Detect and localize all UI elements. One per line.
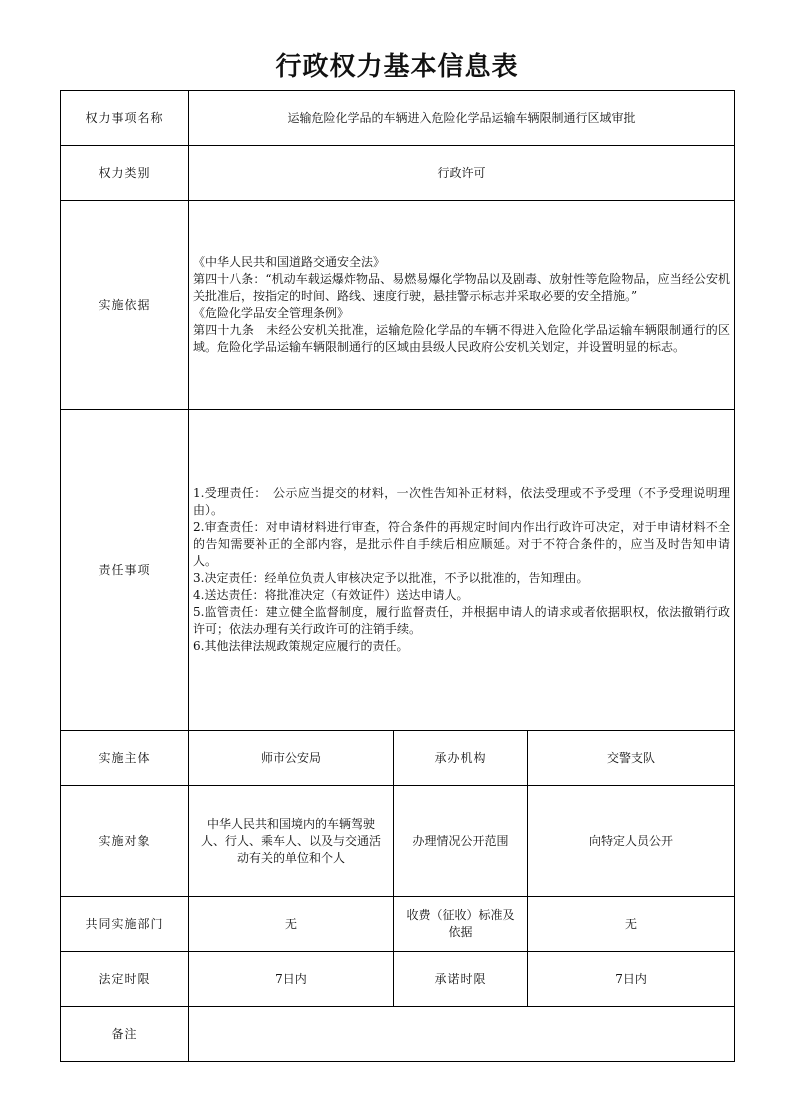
table-row — [61, 1007, 735, 1062]
promised-time-value: 7日内 — [528, 952, 735, 1007]
legal-time-label: 法定时限 — [61, 952, 189, 1007]
duties-value — [189, 410, 735, 731]
category-label: 权力类别 — [61, 146, 189, 201]
remarks-value — [189, 1007, 735, 1062]
table-row — [61, 410, 735, 731]
legal-time-value: 7日内 — [189, 952, 394, 1007]
remarks-label: 备注 — [61, 1007, 189, 1062]
basis-line: 第四十八条：“机动车载运爆炸物品、易燃易爆化学物品以及剧毒、放射性等危险物品，应当经公安机关批准后，按指定的时间、路线、速度行驶，悬挂警示标志并采取必要的安全措施。” — [193, 272, 731, 303]
basis-value — [189, 201, 735, 410]
disclosure-label: 办理情况公开范围 — [394, 786, 528, 897]
page-title: 行政权力基本信息表 — [275, 52, 519, 82]
fee-label: 收费（征收）标准及依据 — [394, 897, 528, 952]
table-row — [61, 897, 735, 952]
basis-line: 《危险化学品安全管理条例》 — [193, 306, 350, 320]
duty-line: 2.审查责任：对申请材料进行审查，符合条件的再规定时间内作出行政许可决定，对于申请材料不全的告知需要补正的全部内容，是批示件自手续后相应顺延。对于不符合条件的，应当及时告知申请人。 — [193, 520, 731, 568]
basis-label: 实施依据 — [61, 201, 189, 410]
subject-label: 实施主体 — [61, 731, 189, 786]
basis-line: 《中华人民共和国道路交通安全法》 — [193, 255, 386, 269]
table-row — [61, 786, 735, 897]
table-row — [61, 731, 735, 786]
info-table — [60, 90, 735, 1062]
item-name-label: 权力事项名称 — [61, 91, 189, 146]
disclosure-value: 向特定人员公开 — [528, 786, 735, 897]
table-row — [61, 201, 735, 410]
duty-line: 6.其他法律法规政策规定应履行的责任。 — [193, 639, 409, 653]
agency-label: 承办机构 — [394, 731, 528, 786]
fee-value: 无 — [528, 897, 735, 952]
target-label: 实施对象 — [61, 786, 189, 897]
category-value: 行政许可 — [189, 146, 735, 201]
joint-dept-label: 共同实施部门 — [61, 897, 189, 952]
target-value: 中华人民共和国境内的车辆驾驶人、行人、乘车人、以及与交通活动有关的单位和个人 — [189, 786, 394, 897]
table-row — [61, 146, 735, 201]
duty-line: 3.决定责任：经单位负责人审核决定予以批准，不予以批准的，告知理由。 — [193, 571, 589, 585]
table-row — [61, 952, 735, 1007]
agency-value: 交警支队 — [528, 731, 735, 786]
duty-line: 5.监管责任：建立健全监督制度，履行监督责任，并根据申请人的请求或者依据职权，依法撤销行政许可；依法办理有关行政许可的注销手续。 — [193, 605, 731, 636]
basis-line: 第四十九条 未经公安机关批准，运输危险化学品的车辆不得进入危险化学品运输车辆限制通行的区域。危险化学品运输车辆限制通行的区域由县级人民政府公安机关划定，并设置明显的标志。 — [193, 323, 731, 354]
duties-label: 责任事项 — [61, 410, 189, 731]
item-name-value: 运输危险化学品的车辆进入危险化学品运输车辆限制通行区域审批 — [189, 91, 735, 146]
subject-value: 师市公安局 — [189, 731, 394, 786]
table-row — [61, 91, 735, 146]
duty-line: 4.送达责任：将批准决定（有效证件）送达申请人。 — [193, 588, 469, 602]
joint-dept-value: 无 — [189, 897, 394, 952]
duty-line: 1.受理责任： 公示应当提交的材料，一次性告知补正材料，依法受理或不予受理（不予受理说明理由）。 — [193, 486, 731, 517]
promised-time-label: 承诺时限 — [394, 952, 528, 1007]
